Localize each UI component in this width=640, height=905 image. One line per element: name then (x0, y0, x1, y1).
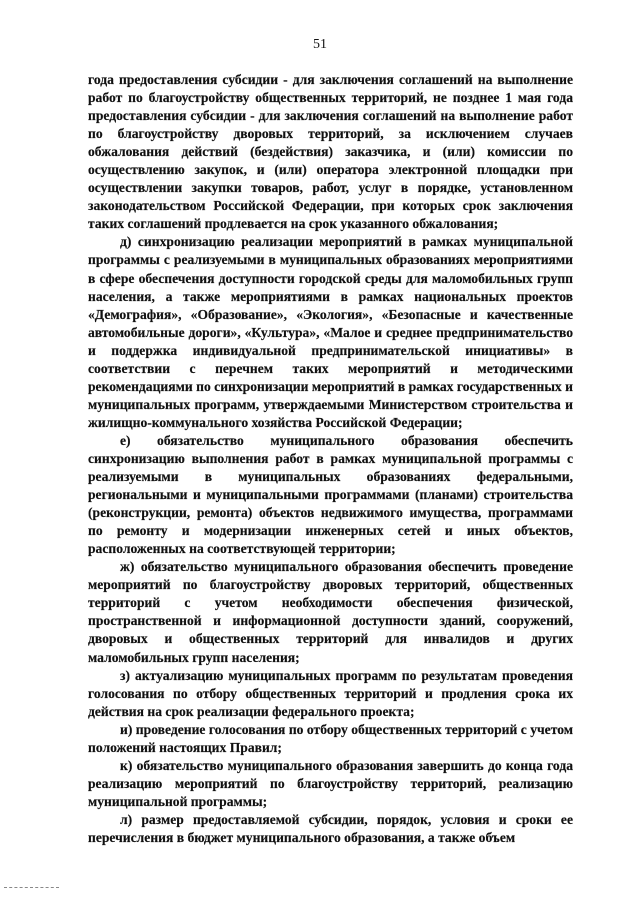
paragraph-item-k: к) обязательство муниципального образования завершить до конца года реализацию мероприятий по благоустройству территорий, реализацию муниципальной программы; (88, 757, 573, 809)
paragraph-item-z: з) актуализацию муниципальных программ по результатам проведения голосования по отбору общественных территорий и продления срока их действия на срок реализации федерального проекта; (88, 667, 573, 719)
paragraph-item-d: д) синхронизацию реализации мероприятий в рамках муниципальной программы с реализуемыми в муниципальных образованиях мероприятиями в сфере обеспечения доступности городской среды для маломобильных групп населения, а также мероприятиями в рамках национальных проектов «Демография», «Образование», «Экология», «Безопасные и качественные автомобильные дороги», «Культура», «Малое и среднее предпринимательство и поддержка индивидуальной предпринимательской инициативы» в соответствии с перечнем таких мероприятий и методическими рекомендациями по синхронизации мероприятий в рамках государственных и муниципальных программ, утверждаемыми Министерством строительства и жилищно-коммунального хозяйства Российской Федерации; (88, 234, 573, 430)
paragraph-item-zh: ж) обязательство муниципального образования обеспечить проведение мероприятий по благоустройству дворовых территорий, общественных территорий с учетом необходимости обеспечения физической, пространственной и информационной доступности зданий, сооружений, дворовых и общественных территорий для инвалидов и других маломобильных групп населения; (88, 559, 573, 665)
paragraph-item-e: е) обязательство муниципального образования обеспечить синхронизацию выполнения работ в рамках муниципальной программы с реализуемыми в муниципальных образованиях федеральными, региональными и муниципальными программами (планами) строительства (реконструкции, ремонта) объектов недвижимого имущества, программами по ремонту и модернизации инженерных сетей и иных объектов, расположенных на соответствующей территории; (88, 432, 573, 557)
paragraph-item-i: и) проведение голосования по отбору общественных территорий с учетом положений настоящих Правил; (88, 721, 573, 755)
page-number: 51 (313, 37, 327, 52)
document-body (88, 71, 573, 847)
scan-edge-mark (4, 887, 59, 891)
paragraph-continuation: года предоставления субсидии - для заключения соглашений на выполнение работ по благоустройству общественных территорий, не позднее 1 мая года предоставления субсидии - для заключения соглашений на выполнение работ по благоустройству дворовых территорий, за исключением случаев обжалования действий (бездействия) заказчика, и (или) комиссии по осуществлению закупок, и (или) оператора электронной площадки при осуществлении закупки товаров, работ, услуг в порядке, установленном законодательством Российской Федерации, при которых срок заключения таких соглашений продлевается на срок указанного обжалования; (88, 72, 573, 232)
paragraph-item-l: л) размер предоставляемой субсидии, порядок, условия и сроки ее перечисления в бюджет муниципального образования, а также объем (88, 811, 573, 845)
